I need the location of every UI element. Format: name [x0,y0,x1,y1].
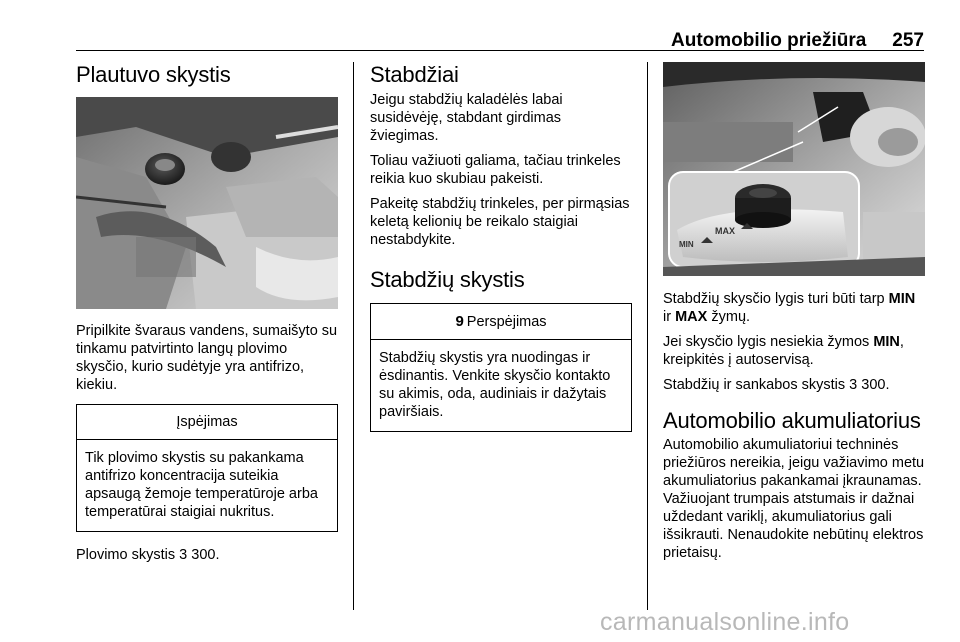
warning-title: 9 Perspėjimas [371,304,631,340]
heading-battery: Automobilio akumuliatorius [663,408,921,433]
column-divider [353,62,354,610]
brake-fluid-reservoir-photo [663,62,925,276]
brakes-para-1: Jeigu stabdžių kaladėlės labai susidėvėję, stabdant girdimas žviegimas. [370,92,563,144]
photo-label-min: MIN [679,240,694,249]
brake-clutch-fluid-reference: Stabdžių ir sankabos skystis 3 300. [663,377,890,393]
heading-brakes: Stabdžiai [370,62,459,87]
min-mark: MIN [873,334,900,350]
notice-body: Tik plovimo skystis su pakankama antifrizo koncentracija suteikia apsaugą žemoje temperatūroje arba temperatūrai staigiai nukritus. [85,450,318,520]
page-reference-arrow-icon: 3 [849,377,858,393]
column-divider [647,62,648,610]
min-mark: MIN [888,291,916,307]
page-number: 257 [892,30,924,51]
max-mark: MAX [675,309,708,325]
heading-washer-fluid: Plautuvo skystis [76,62,231,87]
column-brake-fluid-battery [663,62,925,569]
washer-fluid-reference: Plovimo skystis 3 300. [76,547,220,563]
warning-triangle-icon: 9 [455,313,464,330]
column-washer-fluid [76,62,338,571]
engine-bay-illustration [76,97,338,309]
reservoir-illustration [663,62,925,276]
washer-fluid-photo [76,97,338,309]
photo-label-max: MAX [715,226,735,236]
page-reference-arrow-icon: 3 [179,547,188,563]
notice-box [76,404,338,532]
brake-fluid-level-text: Stabdžių skysčio lygis turi būti tarp MIN ir MAX žymų. [663,291,916,325]
brakes-para-2: Toliau važiuoti galiama, tačiau trinkeles reikia kuo skubiau pakeisti. [370,153,621,187]
warning-body: Stabdžių skystis yra nuodingas ir ėsdinantis. Venkite skysčio kontakto su akimis, oda, audiniais ir dažytais paviršiais. [379,350,611,420]
brakes-para-3: Pakeitę stabdžių trinkeles, per pirmąsias keletą kelionių be reikalo staigiai nestabdykite. [370,196,630,248]
washer-fluid-instruction: Pripilkite švaraus vandens, sumaišyto su tinkamu patvirtinto langų plovimo skysčio, kurio sudėtyje yra antifrizo, kiekiu. [76,323,338,393]
heading-brake-fluid: Stabdžių skystis [370,267,525,292]
warning-box [370,303,632,432]
brake-fluid-low-text: Jei skysčio lygis nesiekia žymos MIN, kreipkitės į autoservisą. [663,334,904,368]
battery-text: Automobilio akumuliatoriui techninės priežiūros nereikia, jeigu važiavimo metu akumuliatorius pakankamai įkraunamas. Važiuojant trumpais atstumais ir dažnai uždedant variklį, akumuliatorius gali išsikrauti. Nenaudokite nebūtinų elektros prietaisų. [663,437,925,561]
column-brakes [370,62,632,446]
notice-title: Įspėjimas [77,405,337,440]
header-rule [76,50,924,51]
section-title: Automobilio priežiūra [671,30,867,51]
watermark: carmanualsonline.info [600,608,850,636]
